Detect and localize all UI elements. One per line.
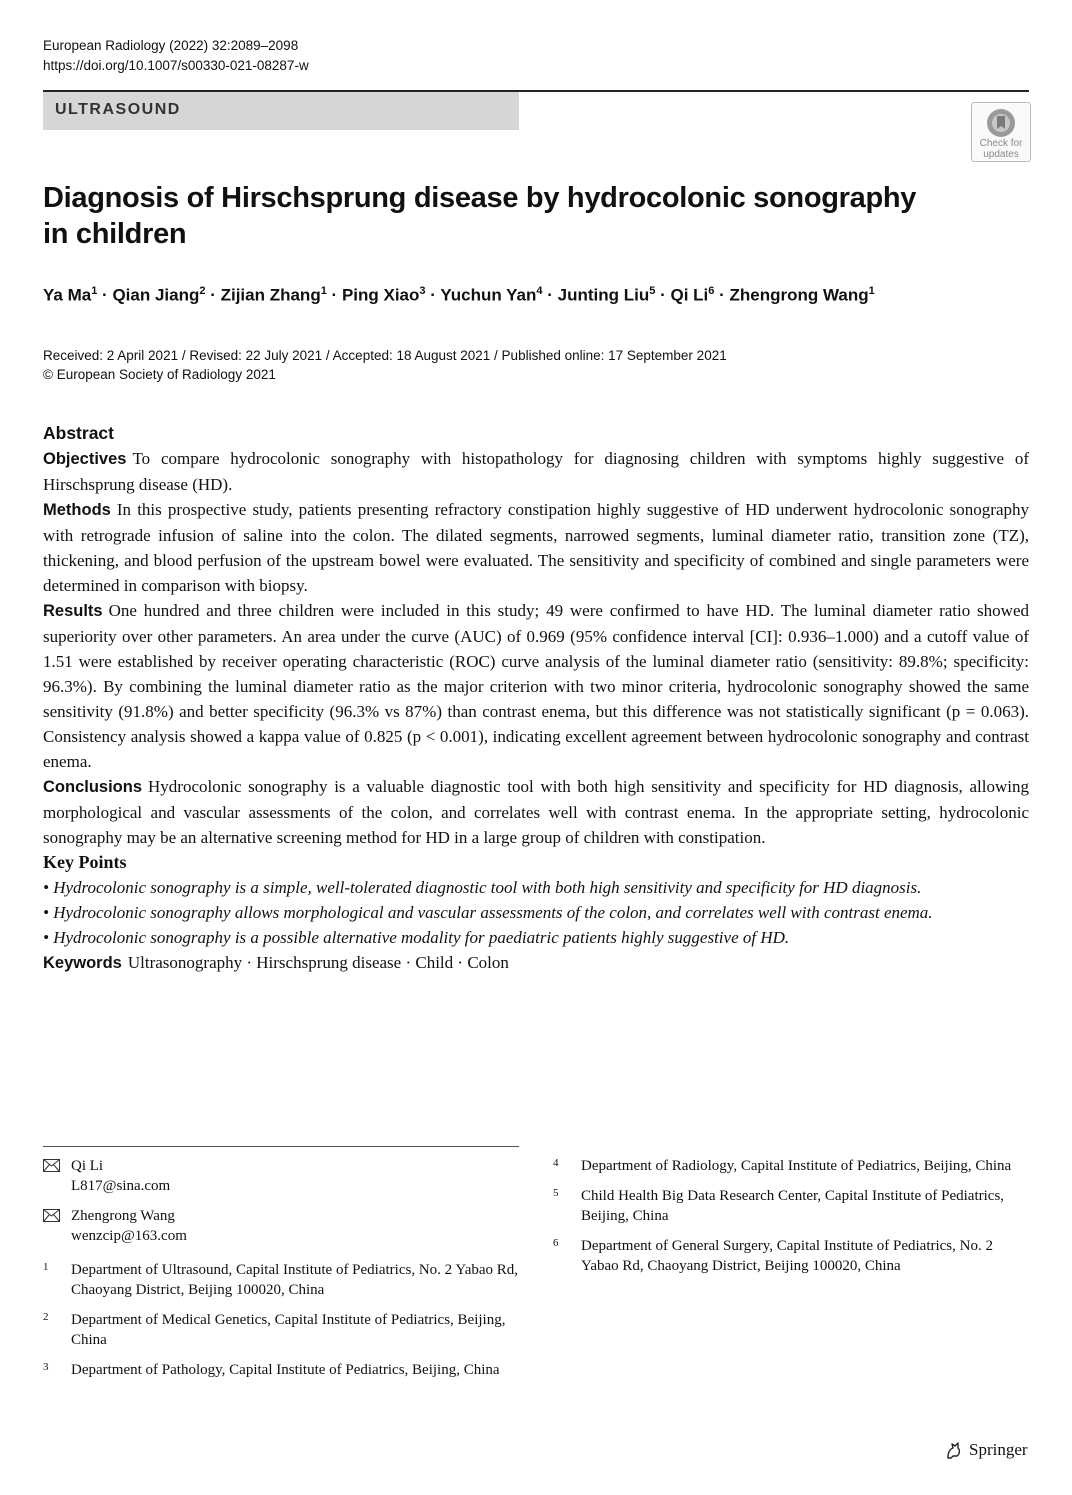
author-list [43, 285, 875, 306]
author-affiliation-mark: 2 [199, 285, 206, 297]
correspondence-name: Zhengrong Wang [71, 1208, 175, 1224]
author-separator: · [205, 285, 221, 305]
author-affiliation-mark: 1 [320, 285, 327, 297]
author-affiliation-mark: 6 [708, 285, 715, 297]
author-separator: · [714, 285, 730, 305]
author-separator: · [542, 285, 558, 305]
history-dates: Received: 2 April 2021 / Revised: 22 July 2021 / Accepted: 18 August 2021 / Published online: 17 September 2021 [43, 348, 727, 363]
author-name[interactable]: Ya Ma [43, 285, 92, 305]
springer-horse-icon [944, 1440, 964, 1460]
affiliation-number: 6 [553, 1237, 559, 1249]
abstract-objectives: Objectives To compare hydrocolonic sonography with histopathology for diagnosing children with symptoms highly suggestive of Hirschsprung disease (HD). [43, 449, 1029, 494]
footnotes-right [553, 1156, 1029, 1286]
correspondence-entry [43, 1206, 519, 1246]
author-affiliation-mark: 1 [91, 285, 98, 297]
affiliation-entry [43, 1310, 519, 1350]
journal-info [43, 36, 309, 76]
affiliation-number: 4 [553, 1157, 559, 1169]
affiliation-number: 5 [553, 1187, 559, 1199]
check-for-updates-badge[interactable] [971, 102, 1031, 162]
methods-label: Methods [43, 501, 111, 519]
author-affiliation-mark: 1 [868, 285, 875, 297]
article-title: Diagnosis of Hirschsprung disease by hydrocolonic sonography in children [43, 182, 917, 250]
affiliation-text: Department of Medical Genetics, Capital Institute of Pediatrics, Beijing, China [71, 1312, 506, 1348]
bookmark-icon [984, 107, 1018, 139]
author-name[interactable]: Zhengrong Wang [729, 285, 869, 305]
footnotes-left [43, 1156, 519, 1390]
publication-dates [43, 346, 727, 384]
key-point-item: • Hydrocolonic sonography is a simple, well-tolerated diagnostic tool with both high sensitivity and specificity for HD diagnosis. [43, 878, 922, 897]
correspondence-email[interactable]: wenzcip@163.com [71, 1228, 187, 1244]
affiliation-text: Department of General Surgery, Capital Institute of Pediatrics, No. 2 Yabao Rd, Chaoyang District, Beijing 100020, China [581, 1238, 993, 1274]
abstract-conclusions: Conclusions Hydrocolonic sonography is a valuable diagnostic tool with both high sensitivity and specificity for HD diagnosis, allowing morphological and vascular assessments of the colon, and correlates well with contrast enema. In the appropriate setting, hydrocolonic sonography may be an alternative screening method for HD in a large group of children with constipation. [43, 777, 1029, 847]
check-for-updates-text: Check for updates [979, 138, 1023, 160]
conclusions-label: Conclusions [43, 778, 143, 796]
doi-link[interactable]: https://doi.org/10.1007/s00330-021-08287-w [43, 58, 309, 73]
affiliation-number: 2 [43, 1311, 49, 1323]
objectives-label: Objectives [43, 450, 127, 468]
author-separator: · [655, 285, 671, 305]
author-name[interactable]: Zijian Zhang [220, 285, 321, 305]
copyright: © European Society of Radiology 2021 [43, 367, 276, 382]
envelope-icon [43, 1159, 60, 1172]
affiliation-entry [553, 1156, 1029, 1176]
author-affiliation-mark: 3 [419, 285, 426, 297]
key-point-item: • Hydrocolonic sonography allows morphological and vascular assessments of the colon, and correlates well with contrast enema. [43, 903, 933, 922]
affiliation-text: Child Health Big Data Research Center, Capital Institute of Pediatrics, Beijing, China [581, 1188, 1005, 1224]
author-name[interactable]: Junting Liu [557, 285, 650, 305]
author-separator: · [326, 285, 342, 305]
affiliation-entry [43, 1260, 519, 1300]
footnote-rule [43, 1146, 519, 1147]
correspondence-entry [43, 1156, 519, 1196]
envelope-icon [43, 1209, 60, 1222]
author-name[interactable]: Qi Li [670, 285, 709, 305]
author-affiliation-mark: 5 [649, 285, 656, 297]
affiliation-number: 3 [43, 1361, 49, 1373]
keywords-label: Keywords [43, 954, 122, 972]
key-point-item: • Hydrocolonic sonography is a possible alternative modality for paediatric patients highly suggestive of HD. [43, 928, 790, 947]
affiliation-entry [553, 1186, 1029, 1226]
correspondence-name: Qi Li [71, 1158, 104, 1174]
journal-citation: European Radiology (2022) 32:2089–2098 [43, 38, 299, 53]
author-name[interactable]: Yuchun Yan [440, 285, 537, 305]
keywords: Keywords Ultrasonography · Hirschsprung disease · Child · Colon [43, 953, 509, 972]
affiliation-number: 1 [43, 1261, 49, 1273]
author-affiliation-mark: 4 [536, 285, 543, 297]
affiliation-entry [553, 1236, 1029, 1276]
section-bar [43, 92, 519, 130]
author-name[interactable]: Qian Jiang [112, 285, 200, 305]
author-separator: · [425, 285, 441, 305]
correspondence-email[interactable]: L817@sina.com [71, 1178, 171, 1194]
publisher-logo [944, 1440, 1028, 1460]
affiliation-text: Department of Pathology, Capital Institute of Pediatrics, Beijing, China [71, 1362, 500, 1378]
affiliation-entry [43, 1360, 519, 1380]
author-separator: · [97, 285, 113, 305]
section-label: ULTRASOUND [55, 101, 181, 118]
abstract-heading: Abstract [43, 423, 114, 443]
abstract-methods: Methods In this prospective study, patients presenting refractory constipation highly suggestive of HD underwent hydrocolonic sonography with retrograde infusion of saline into the colon. The dilated segments, narrowed segments, luminal diameter ratio, transition zone (TZ), thickening, and blood perfusion of the upstream bowel were evaluated. The sensitivity and specificity of combined and single parameters were determined in comparison with biopsy. [43, 500, 1029, 595]
affiliation-text: Department of Ultrasound, Capital Institute of Pediatrics, No. 2 Yabao Rd, Chaoyang District, Beijing 100020, China [71, 1262, 519, 1298]
key-points-heading: Key Points [43, 852, 127, 872]
publisher-name: Springer [969, 1440, 1028, 1459]
abstract [43, 421, 1029, 976]
results-label: Results [43, 602, 103, 620]
affiliation-text: Department of Radiology, Capital Institute of Pediatrics, Beijing, China [581, 1158, 1012, 1174]
author-name[interactable]: Ping Xiao [341, 285, 420, 305]
abstract-results: Results One hundred and three children were included in this study; 49 were confirmed to have HD. The luminal diameter ratio showed superiority over other parameters. An area under the curve (AUC) of 0.969 (95% confidence interval [CI]: 0.936–1.000) and a cutoff value of 1.51 were established by receiver operating characteristic (ROC) curve analysis of the luminal diameter ratio (sensitivity: 89.8%; specificity: 96.3%). By combining the luminal diameter ratio as the major criterion with two minor criteria, hydrocolonic sonography showed the same sensitivity (91.8%) and better specificity (96.3% vs 87%) than contrast enema, but this difference was not statistically significant (p = 0.063). Consistency analysis showed a kappa value of 0.825 (p < 0.001), indicating excellent agreement between hydrocolonic sonography and contrast enema. [43, 601, 1029, 771]
